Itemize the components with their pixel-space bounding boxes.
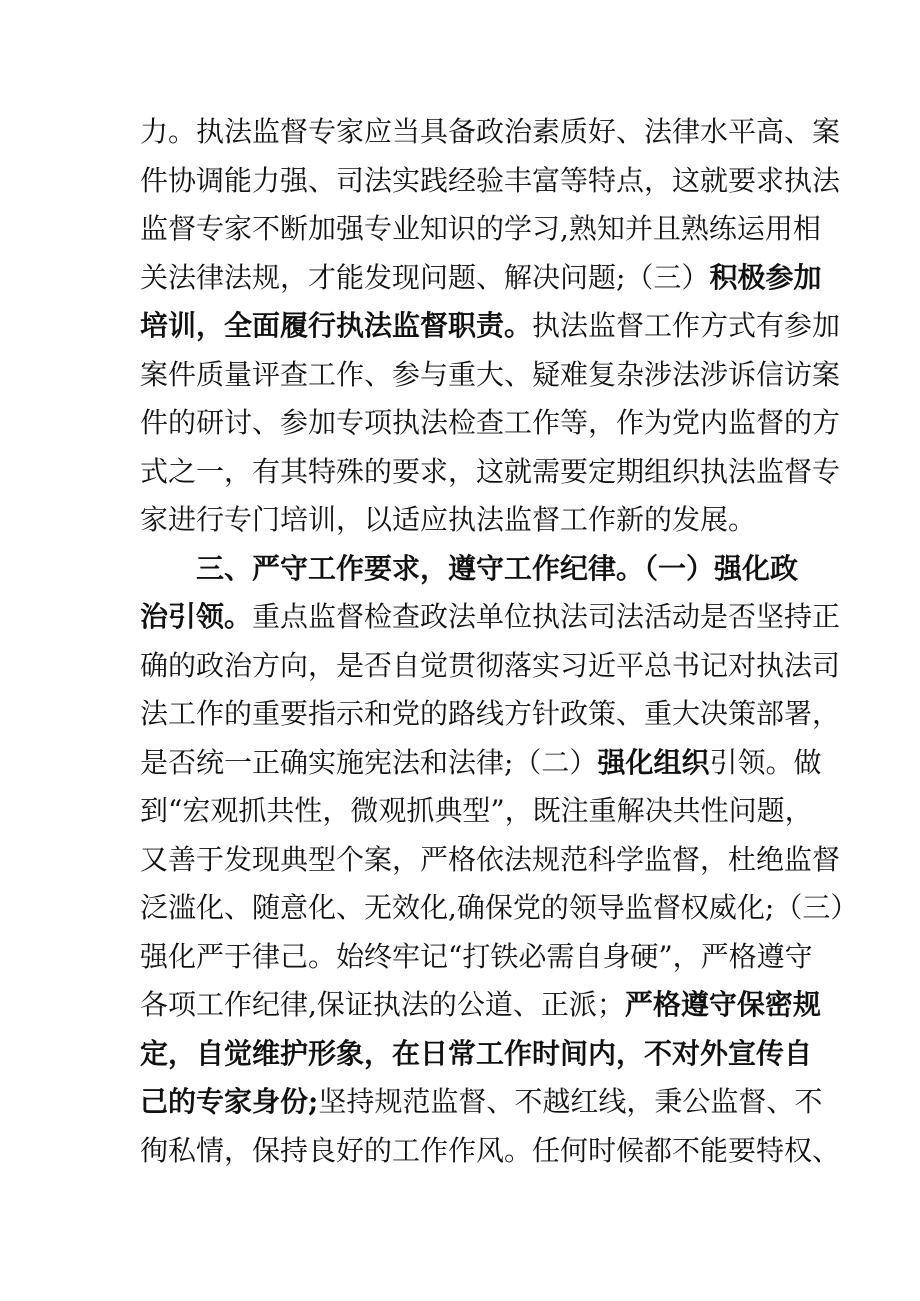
text-run: 是否统一正确实施宪法和法律;（二） (140, 745, 598, 779)
text-line (140, 642, 841, 691)
text-line (140, 1127, 841, 1176)
text-run: 力。执法监督专家应当具备政治素质好、法律水平高、案 (140, 115, 841, 148)
text-run: 又善于发现典型个案，严格依法规范科学监督，杜绝监督 (140, 842, 841, 876)
bold-text-run: 积极参加 (709, 260, 822, 294)
text-run: 法工作的重要指示和党的路线方针政策、重大决策部署， (140, 697, 841, 730)
bold-text-run: 定，自觉维护形象，在日常工作时间内，不对外宣传自 (140, 1036, 813, 1070)
text-line (140, 157, 841, 206)
text-line (140, 1030, 813, 1079)
bold-text-run: 严格遵守保密规 (624, 988, 821, 1021)
text-run: 件协调能力强、司法实践经验丰富等特点，这就要求执法 (140, 163, 841, 197)
document-body (140, 108, 859, 1175)
text-run: 执法监督工作方式有参加 (532, 309, 841, 342)
text-run: 坚持规范监督、不越红线，秉公监督、不 (318, 1085, 823, 1118)
text-line (140, 787, 813, 836)
text-line (140, 108, 841, 157)
text-run: 家进行专门培训，以适应执法监督工作新的发展。 (140, 503, 757, 536)
text-run: 监督专家不断加强专业知识的学习,熟知并且熟练运用相 (140, 212, 821, 245)
text-run: 件的研讨、参加专项执法检查工作等，作为党内监督的方 (140, 406, 841, 439)
text-run: 确的政治方向，是否自觉贯彻落实习近平总书记对执法司 (140, 648, 841, 682)
text-line (140, 836, 841, 885)
text-line (140, 593, 841, 642)
bold-text-run: 己的专家身份; (140, 1085, 319, 1118)
text-line (140, 399, 841, 448)
text-run: 泛滥化、随意化、无效化,确保党的领导监督权威化;（三） (140, 891, 859, 924)
bold-text-run: 三、严守工作要求，遵守工作纪律。（一）强化政 (196, 551, 799, 585)
text-run: 到“宏观抓共性，微观抓典型”，既注重解决共性问题， (140, 794, 813, 827)
text-run: 引领。做 (709, 745, 822, 779)
paragraph-2 (140, 545, 859, 1176)
text-line (140, 254, 822, 303)
section-heading-line (140, 545, 799, 594)
paragraph-1 (140, 108, 841, 545)
text-line (140, 205, 821, 254)
text-run: 案件质量评查工作、参与重大、疑难复杂涉法涉诉信访案 (140, 357, 841, 391)
text-line (140, 884, 859, 933)
bold-text-run: 强化组织 (597, 745, 710, 779)
text-run: 徇私情，保持良好的工作作风。任何时候都不能要特权、 (140, 1133, 841, 1167)
text-line (140, 981, 821, 1030)
text-run: 强化严于律己。始终牢记“打铁必需自身硬”，严格遵守 (140, 939, 813, 973)
text-line (140, 739, 822, 788)
bold-text-run: 培训，全面履行执法监督职责。 (140, 309, 533, 342)
text-run: 各项工作纪律,保证执法的公道、正派； (140, 988, 625, 1021)
text-run: 关法律法规，才能发现问题、解决问题;（三） (140, 260, 710, 294)
text-line (140, 933, 813, 982)
text-run: 重点监督检查政法单位执法司法活动是否坚持正 (252, 600, 841, 633)
text-line (140, 351, 841, 400)
text-line (140, 448, 841, 497)
text-line (140, 302, 841, 351)
text-line (140, 690, 841, 739)
text-line (140, 1078, 823, 1127)
text-line (140, 496, 792, 545)
bold-text-run: 治引领。 (140, 600, 253, 633)
text-run: 式之一，有其特殊的要求，这就需要定期组织执法监督专 (140, 454, 841, 488)
